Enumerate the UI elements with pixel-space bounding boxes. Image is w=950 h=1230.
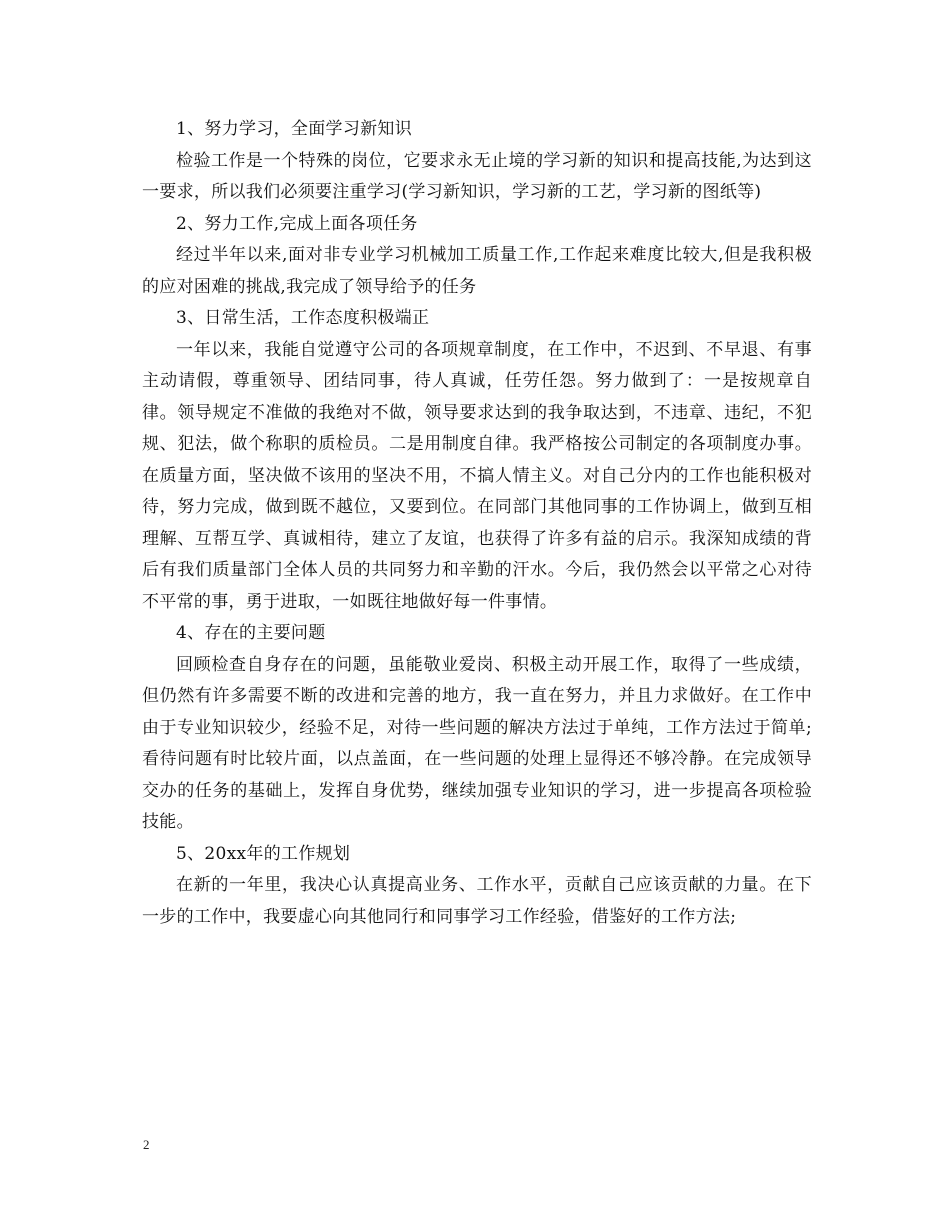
- section-heading-2: 2、努力工作,完成上面各项任务: [176, 213, 418, 234]
- document-body: [142, 114, 812, 933]
- section-heading-4: 4、存在的主要问题: [176, 623, 326, 643]
- paragraph-3: 一年以来，我能自觉遵守公司的各项规章制度，在工作中，不迟到、不早退、有事主动请假，尊重领导、团结同事，待人真诚，任劳任怨。努力做到了：一是按规章自律。领导规定不准做的我绝对不做，领导要求达到的我争取达到，不违章、违纪，不犯规、犯法，做个称职的质检员。二是用制度自律。我严格按公司制定的各项制度办事。在质量方面，坚决做不该用的坚决不用，不搞人情主义。对自己分内的工作也能积极对待，努力完成，做到既不越位，又要到位。在同部门其他同事的工作协调上，做到互相理解、互帮互学、真诚相待，建立了友谊，也获得了许多有益的启示。我深知成绩的背后有我们质量部门全体人员的共同努力和辛勤的汗水。今后，我仍然会以平常之心对待不平常的事，勇于进取，一如既往地做好每一件事情。: [142, 339, 812, 612]
- page-number: 2: [143, 1137, 150, 1152]
- section-heading-3: 3、日常生活，工作态度积极端正: [176, 308, 430, 328]
- section-heading-5: 5、20xx年的工作规划: [176, 843, 351, 864]
- paragraph-5: 在新的一年里，我决心认真提高业务、工作水平，贡献自己应该贡献的力量。在下一步的工作中，我要虚心向其他同行和同事学习工作经验，借鉴好的工作方法;: [142, 875, 812, 927]
- paragraph-4: 回顾检查自身存在的问题，虽能敬业爱岗、积极主动开展工作，取得了一些成绩，但仍然有许多需要不断的改进和完善的地方，我一直在努力，并且力求做好。在工作中由于专业知识较少，经验不足，对待一些问题的解决方法过于单纯，工作方法过于简单;看待问题有时比较片面，以点盖面，在一些问题的处理上显得还不够冷静。在完成领导交办的任务的基础上，发挥自身优势，继续加强专业知识的学习，进一步提高各项检验技能。: [142, 654, 812, 832]
- paragraph-1: 检验工作是一个特殊的岗位，它要求永无止境的学习新的知识和提高技能,为达到这一要求，所以我们必须要注重学习(学习新知识，学习新的工艺，学习新的图纸等): [142, 150, 812, 202]
- section-heading-1: 1、努力学习，全面学习新知识: [176, 119, 413, 139]
- paragraph-2: 经过半年以来,面对非专业学习机械加工质量工作,工作起来难度比较大,但是我积极的应对困难的挑战,我完成了领导给予的任务: [142, 245, 812, 297]
